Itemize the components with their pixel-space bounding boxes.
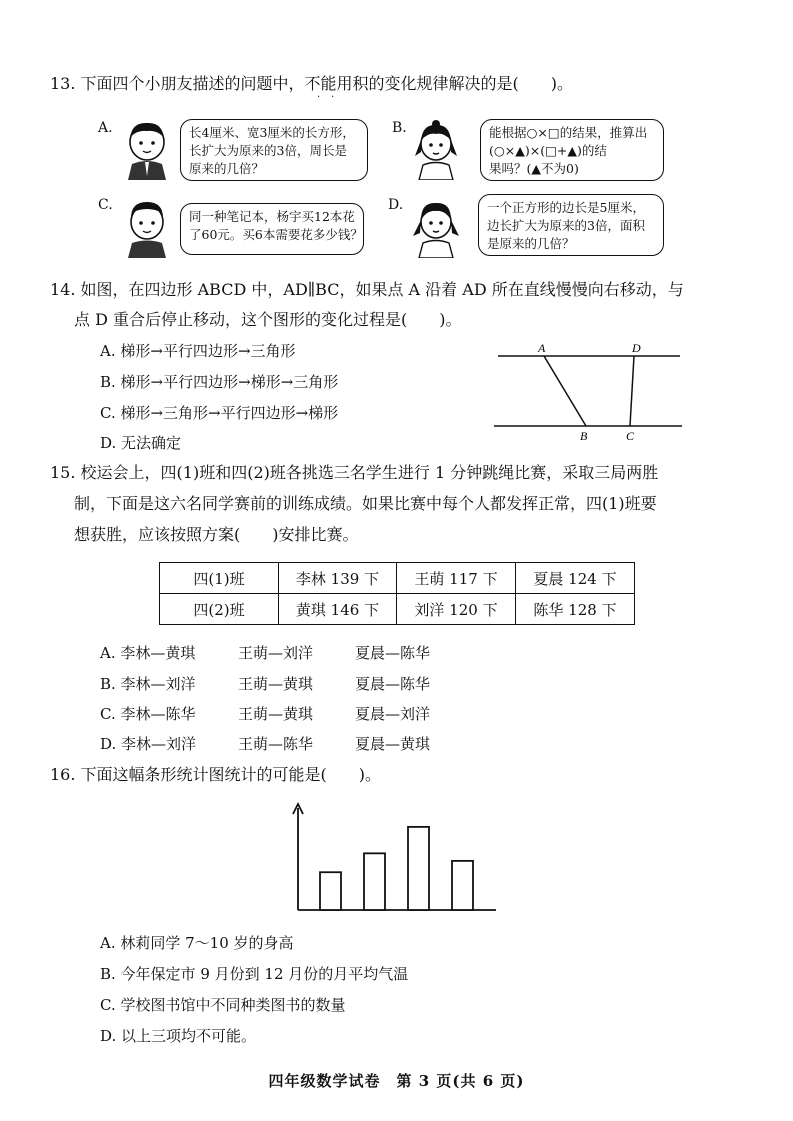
page-footer: 四年级数学试卷 第 3 页(共 6 页) bbox=[268, 1072, 525, 1090]
side-dc bbox=[630, 356, 634, 426]
girl-icon bbox=[407, 118, 465, 180]
bar-2 bbox=[364, 853, 385, 910]
q15-stem-line2: 制，下面是这六名同学赛前的训练成绩。如果比赛中每个人都发挥正常，四(1)班要 bbox=[74, 494, 657, 513]
table-cell: 夏晨 124 下 bbox=[516, 563, 635, 594]
table-row bbox=[160, 563, 635, 594]
q15-option-d-col3: 夏晨—黄琪 bbox=[355, 735, 431, 753]
q14-stem-line1: 14. 如图，在四边形 ABCD 中，AD∥BC，如果点 A 沿着 AD 所在直线慢慢向右移动，与 bbox=[50, 280, 684, 299]
q13-option-b-bubble bbox=[480, 119, 664, 181]
q14-option-b: B. 梯形→平行四边形→梯形→三角形 bbox=[100, 373, 339, 391]
q15-option-c-col2: 王萌—黄琪 bbox=[238, 705, 314, 723]
point-b-label: B bbox=[580, 429, 588, 443]
bubble-line: 能根据○×□的结果，推算出 bbox=[489, 125, 648, 140]
q13-option-b-letter: B. bbox=[392, 120, 407, 136]
emphasis-dots: ·· bbox=[317, 92, 346, 103]
q15-stem-line3: 想获胜，应该按照方案( )安排比赛。 bbox=[74, 525, 359, 544]
bar-chart bbox=[286, 800, 516, 916]
q15-option-b-col2: 王萌—黄琪 bbox=[238, 675, 314, 693]
bubble-line: 了60元。买6本需要花多少钱？ bbox=[189, 227, 363, 242]
q16-option-b: B. 今年保定市 9 月份到 12 月份的月平均气温 bbox=[100, 965, 409, 983]
bubble-line: 果吗？(▲不为0) bbox=[489, 161, 579, 176]
training-scores-table bbox=[159, 562, 635, 625]
table-cell: 四(1)班 bbox=[160, 563, 279, 594]
q15-option-a-col2: 王萌—刘洋 bbox=[238, 644, 314, 662]
table-cell: 黄琪 146 下 bbox=[279, 594, 397, 625]
q13-option-d-letter: D. bbox=[388, 197, 404, 213]
trapezoid-figure bbox=[488, 340, 688, 446]
q15-option-a-col1: A. 李林—黄琪 bbox=[100, 644, 196, 662]
side-ab bbox=[544, 356, 586, 426]
q16-option-d: D. 以上三项均不可能。 bbox=[100, 1027, 257, 1045]
bar-3 bbox=[408, 827, 429, 910]
q14-stem-line2: 点 D 重合后停止移动，这个图形的变化过程是( )。 bbox=[74, 310, 462, 329]
q16-stem: 16. 下面这幅条形统计图统计的可能是( )。 bbox=[50, 765, 382, 784]
q15-option-d-col1: D. 李林—刘洋 bbox=[100, 735, 197, 753]
bubble-line: 边长扩大为原来的3倍，面积 bbox=[487, 218, 645, 233]
q15-option-a-col3: 夏晨—陈华 bbox=[355, 644, 431, 662]
table-cell: 陈华 128 下 bbox=[516, 594, 635, 625]
bubble-line: 同一种笔记本，杨宇买12本花 bbox=[189, 209, 355, 224]
bubble-line: (○×▲)×(□+▲)的结 bbox=[489, 143, 607, 158]
point-c-label: C bbox=[626, 429, 635, 443]
q14-option-c: C. 梯形→三角形→平行四边形→梯形 bbox=[100, 404, 339, 422]
boy-icon bbox=[118, 196, 176, 258]
q15-stem-line1: 15. 校运会上，四(1)班和四(2)班各挑选三名学生进行 1 分钟跳绳比赛，采取三局两胜 bbox=[50, 463, 659, 482]
table-cell: 刘洋 120 下 bbox=[397, 594, 516, 625]
q15-option-d-col2: 王萌—陈华 bbox=[238, 735, 314, 753]
boy-icon bbox=[118, 118, 176, 180]
q14-option-d: D. 无法确定 bbox=[100, 434, 182, 452]
q13-option-c-letter: C. bbox=[98, 197, 113, 213]
girl-icon bbox=[407, 196, 465, 258]
point-d-label: D bbox=[632, 341, 641, 355]
bubble-line: 是原来的几倍？ bbox=[487, 236, 575, 251]
q15-option-c-col3: 夏晨—刘洋 bbox=[355, 705, 431, 723]
table-cell: 四(2)班 bbox=[160, 594, 279, 625]
table-row bbox=[160, 594, 635, 625]
q13-option-a-letter: A. bbox=[98, 120, 113, 136]
q15-option-c-col1: C. 李林—陈华 bbox=[100, 705, 196, 723]
bar-1 bbox=[320, 872, 341, 910]
q16-option-c: C. 学校图书馆中不同种类图书的数量 bbox=[100, 996, 346, 1014]
bubble-line: 原来的几倍？ bbox=[189, 161, 265, 176]
q13-option-a-bubble bbox=[180, 119, 368, 181]
table-cell: 李林 139 下 bbox=[279, 563, 397, 594]
bubble-line: 长扩大为原来的3倍，周长是 bbox=[189, 143, 347, 158]
point-a-label: A bbox=[538, 341, 546, 355]
q14-option-a: A. 梯形→平行四边形→三角形 bbox=[100, 342, 296, 360]
table-cell: 王萌 117 下 bbox=[397, 563, 516, 594]
q16-option-a: A. 林莉同学 7～10 岁的身高 bbox=[100, 934, 294, 952]
q13-option-c-bubble bbox=[180, 203, 364, 255]
bubble-line: 一个正方形的边长是5厘米， bbox=[487, 200, 645, 215]
q15-option-b-col3: 夏晨—陈华 bbox=[355, 675, 431, 693]
q13-stem: 13. 下面四个小朋友描述的问题中，不能用积的变化规律解决的是( )。 bbox=[50, 74, 574, 93]
q13-option-d-bubble bbox=[478, 194, 664, 256]
bubble-line: 长4厘米、宽3厘米的长方形， bbox=[189, 125, 355, 140]
bar-4 bbox=[452, 861, 473, 910]
q15-option-b-col1: B. 李林—刘洋 bbox=[100, 675, 196, 693]
